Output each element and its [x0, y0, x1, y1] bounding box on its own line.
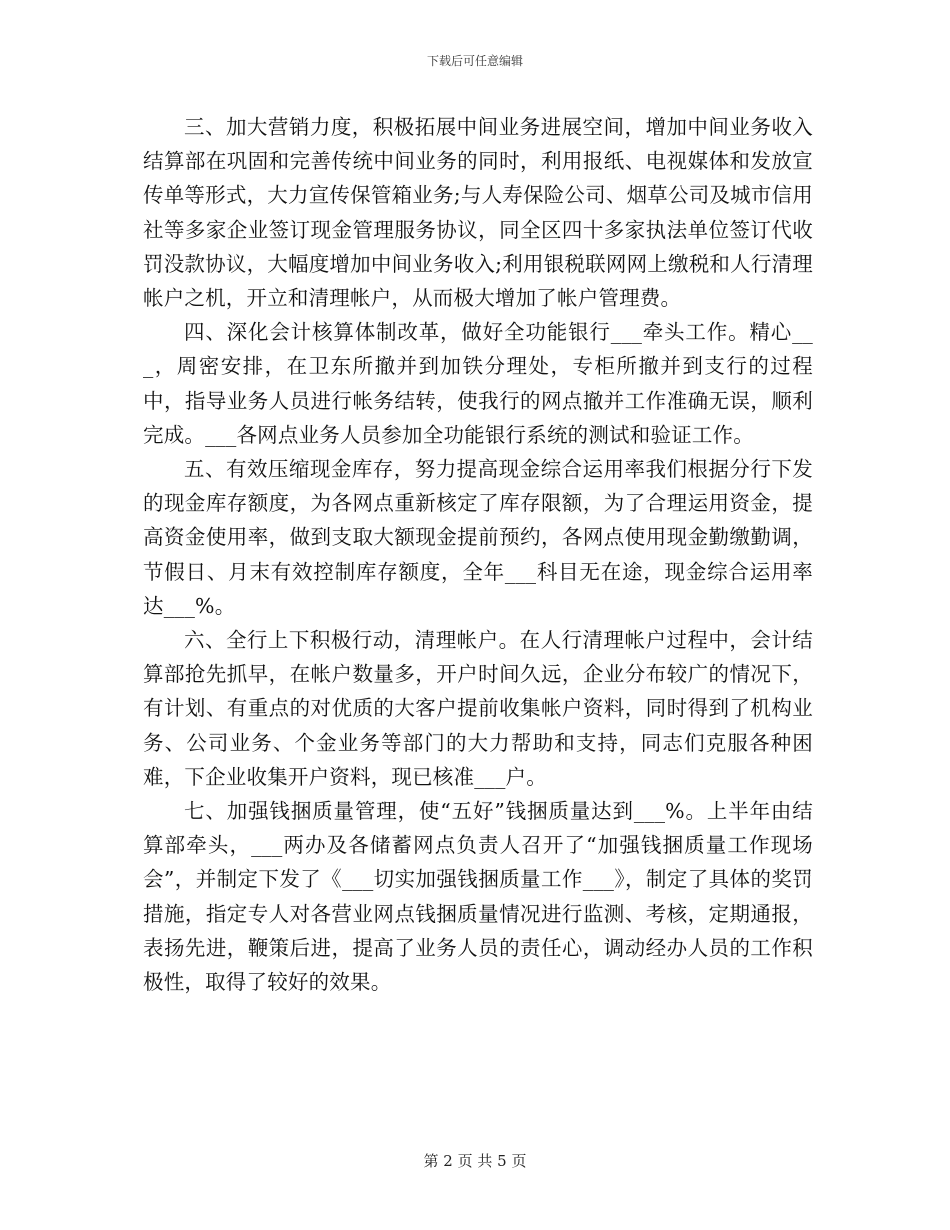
paragraph-4: 四、深化会计核算体制改革，做好全功能银行___牵头工作。精心___，周密安排，在卫东所撤并到加铁分理处，专柜所撤并到支行的过程中，指导业务人员进行帐务结转，使我行的网点撤并工作准确无误，顺利完成。___各网点业务人员参加全功能银行系统的测试和验证工作。 — [143, 320, 813, 447]
header-note: 下载后可任意编辑 — [426, 54, 523, 68]
paragraph-7: 七、加强钱捆质量管理，使“五好”钱捆质量达到___%。上半年由结算部牵头，___两办及各储蓄网点负责人召开了“加强钱捆质量工作现场会”，并制定下发了《___切实加强钱捆质量工作___》，制定了具体的奖罚措施，指定专人对各营业网点钱捆质量情况进行监测、考核，定期通报，表扬先进，鞭策后进，提高了业务人员的责任心，调动经办人员的工作积极性，取得了较好的效果。 — [143, 799, 813, 995]
page-number: 第 2 页 共 5 页 — [423, 1152, 527, 1170]
paragraph-3: 三、加大营销力度，积极拓展中间业务进展空间，增加中间业务收入结算部在巩固和完善传统中间业务的同时，利用报纸、电视媒体和发放宣传单等形式，大力宣传保管箱业务;与人寿保险公司、烟草公司及城市信用社等多家企业签订现金管理服务协议，同全区四十多家执法单位签订代收罚没款协议，大幅度增加中间业务收入;利用银税联网网上缴税和人行清理帐户之机，开立和清理帐户，从而极大增加了帐户管理费。 — [143, 115, 813, 311]
paragraph-6: 六、全行上下积极行动，清理帐户。在人行清理帐户过程中，会计结算部抢先抓早，在帐户数量多，开户时间久远，企业分布较广的情况下，有计划、有重点的对优质的大客户提前收集帐户资料，同时得到了机构业务、公司业务、个金业务等部门的大力帮助和支持，同志们克服各种困难，下企业收集开户资料，现已核准___户。 — [143, 628, 813, 789]
document-body — [143, 110, 813, 999]
paragraph-5: 五、有效压缩现金库存，努力提高现金综合运用率我们根据分行下发的现金库存额度，为各网点重新核定了库存限额，为了合理运用资金，提高资金使用率，做到支取大额现金提前预约，各网点使用现金勤缴勤调，节假日、月末有效控制库存额度，全年___科目无在途，现金综合运用率达___%。 — [143, 457, 813, 618]
